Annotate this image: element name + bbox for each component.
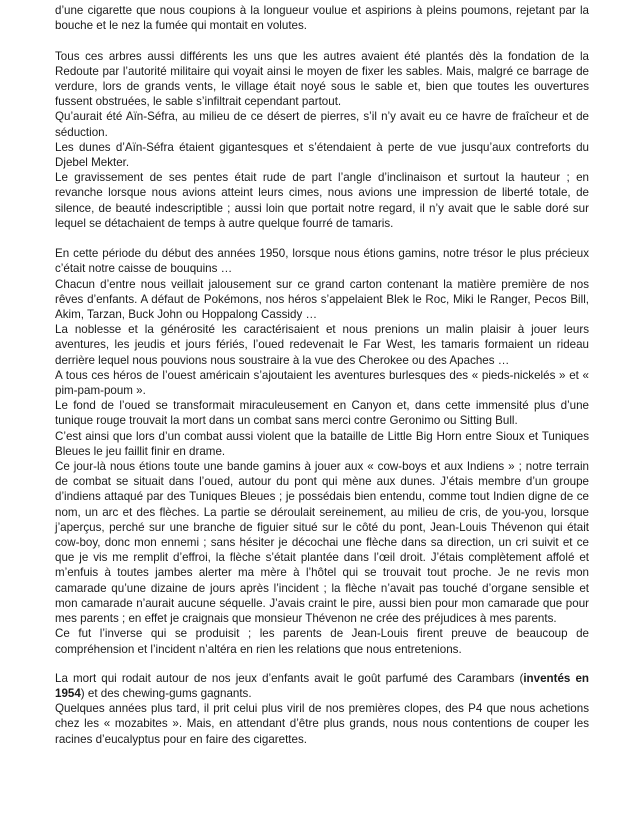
paragraph: C’est ainsi que lors d’un combat aussi violent que la bataille de Little Big Horn entre Sioux et Tuniques Bleues le jeu faillit finir en drame. — [55, 429, 589, 458]
paragraph: La noblesse et la générosité les caractérisaient et nous prenions un malin plaisir à jouer leurs aventures, les jeudis et jours fériés, l’oued redevenait le Far West, les tamaris formaient un rideau derrière lequel nous pouvions nous soustraire à la vue des Cherokee ou des Apaches … — [55, 323, 589, 367]
paragraph: Tous ces arbres aussi différents les uns que les autres avaient été plantés dès la fondation de la Redoute par l’autorité militaire qui voyait ainsi le moyen de fixer les sables. Mais, malgré ce barrage de verdure, lors de grands vents, le village était noyé sous le sable et, bien que toutes les ouvertures fussent obstruées, le sable s’infiltrait cependant partout. — [55, 49, 589, 109]
paragraph-gap — [55, 33, 589, 48]
paragraph: Ce fut l’inverse qui se produisit ; les parents de Jean-Louis firent preuve de beaucoup de compréhension et l’incident n’altéra en rien les relations que nous entretenions. — [55, 627, 589, 656]
paragraph: Le fond de l’oued se transformait miraculeusement en Canyon et, dans cette immensité plus d’une tunique rouge trouvait la mort dans un combat sans merci contre Geronimo ou Sitting Bull. — [55, 399, 589, 428]
paragraph: Qu’aurait été Aïn-Séfra, au milieu de ce désert de pierres, s’il n’y avait eu ce havre de fraîcheur et de séduction. — [55, 110, 589, 139]
text-run: ) et des chewing-gums gagnants. — [80, 686, 252, 700]
paragraph-gap — [55, 231, 589, 246]
paragraph: Le gravissement de ses pentes était rude de part l’angle d’inclinaison et surtout la hauteur ; en revanche lorsque nous avions atteint leurs cimes, nous avions une impression de liberté totale, de silence, de beauté indescriptible ; aussi loin que portait notre regard, il n’y avait que le sable doré sur lequel se détachaient de temps à autre quelque fourré de tamaris. — [55, 171, 589, 230]
bold-text-run: inventés en 1954 — [55, 671, 589, 700]
paragraph: Les dunes d’Aïn-Séfra étaient gigantesques et s’étendaient à perte de vue jusqu’aux contreforts du Djebel Mekter. — [55, 140, 589, 170]
paragraph: Ce jour-là nous étions toute une bande gamins à jouer aux « cow-boys et aux Indiens » ; notre terrain de combat se situait dans l’oued, autour du pont qui mène aux dunes. J’étais membre d’un groupe d’indiens attaqué par des Tuniques Bleues ; je possédais bien entendu, comme tout Indien digne de ce nom, un arc et des flèches. La partie se déroulait sereinement, au milieu de cris, de you-you, lorsque j’aperçus, perché sur une branche de figuier situé sur le côté du pont, Jean-Louis Thévenon qui était cow-boy, donc mon ennemi ; sans hésiter je décochai une flèche dans sa direction, un cri suivit et ce que je vis me remplit d’effroi, la flèche s’était plantée dans l’œil droit. J’étais complètement affolé et m’enfuis à toutes jambes alerter ma mère à l’hôtel qui se trouvait tout proche. Je ne revis mon camarade qu’une dizaine de jours après l’incident ; la flèche n’avait pas touché d’organe sensible et mon camarade n’aurait aucune séquelle. J’avais craint le pire, aussi bien pour mon camarade que pour mes parents ; en effet je craignais que monsieur Thévenon ne crée des préjudices à mes parents. — [55, 460, 589, 626]
paragraph: En cette période du début des années 1950, lorsque nous étions gamins, notre trésor le plus précieux c’était notre caisse de bouquins … — [55, 247, 589, 276]
text-run: La mort qui rodait autour de nos jeux d’enfants avait le goût parfumé des Carambars ( — [55, 671, 524, 685]
paragraph — [55, 671, 589, 701]
paragraph: Chacun d’entre nous veillait jalousement sur ce grand carton contenant la matière première de nos rêves d’enfants. A défaut de Pokémons, nos héros s’appelaient Blek le Roc, Miki le Ranger, Pecos Bill, Akim, Tarzan, Buck John ou Hoppalong Cassidy … — [55, 277, 589, 322]
paragraph: d’une cigarette que nous coupions à la longueur voulue et aspirions à pleins poumons, rejetant par la bouche et le nez la fumée qui montait en volutes. — [55, 4, 589, 33]
paragraph: Quelques années plus tard, il prit celui plus viril de nos premières clopes, des P4 que nous achetions chez les « mozabites ». Mais, en attendant d’être plus grands, nous nous contentions de couper les racines d’eucalyptus pour en faire des cigarettes. — [55, 702, 589, 746]
paragraph: A tous ces héros de l’ouest américain s’ajoutaient les aventures burlesques des « pieds-nickelés » et « pim-pam-poum ». — [55, 368, 589, 398]
paragraph-gap — [55, 657, 589, 671]
